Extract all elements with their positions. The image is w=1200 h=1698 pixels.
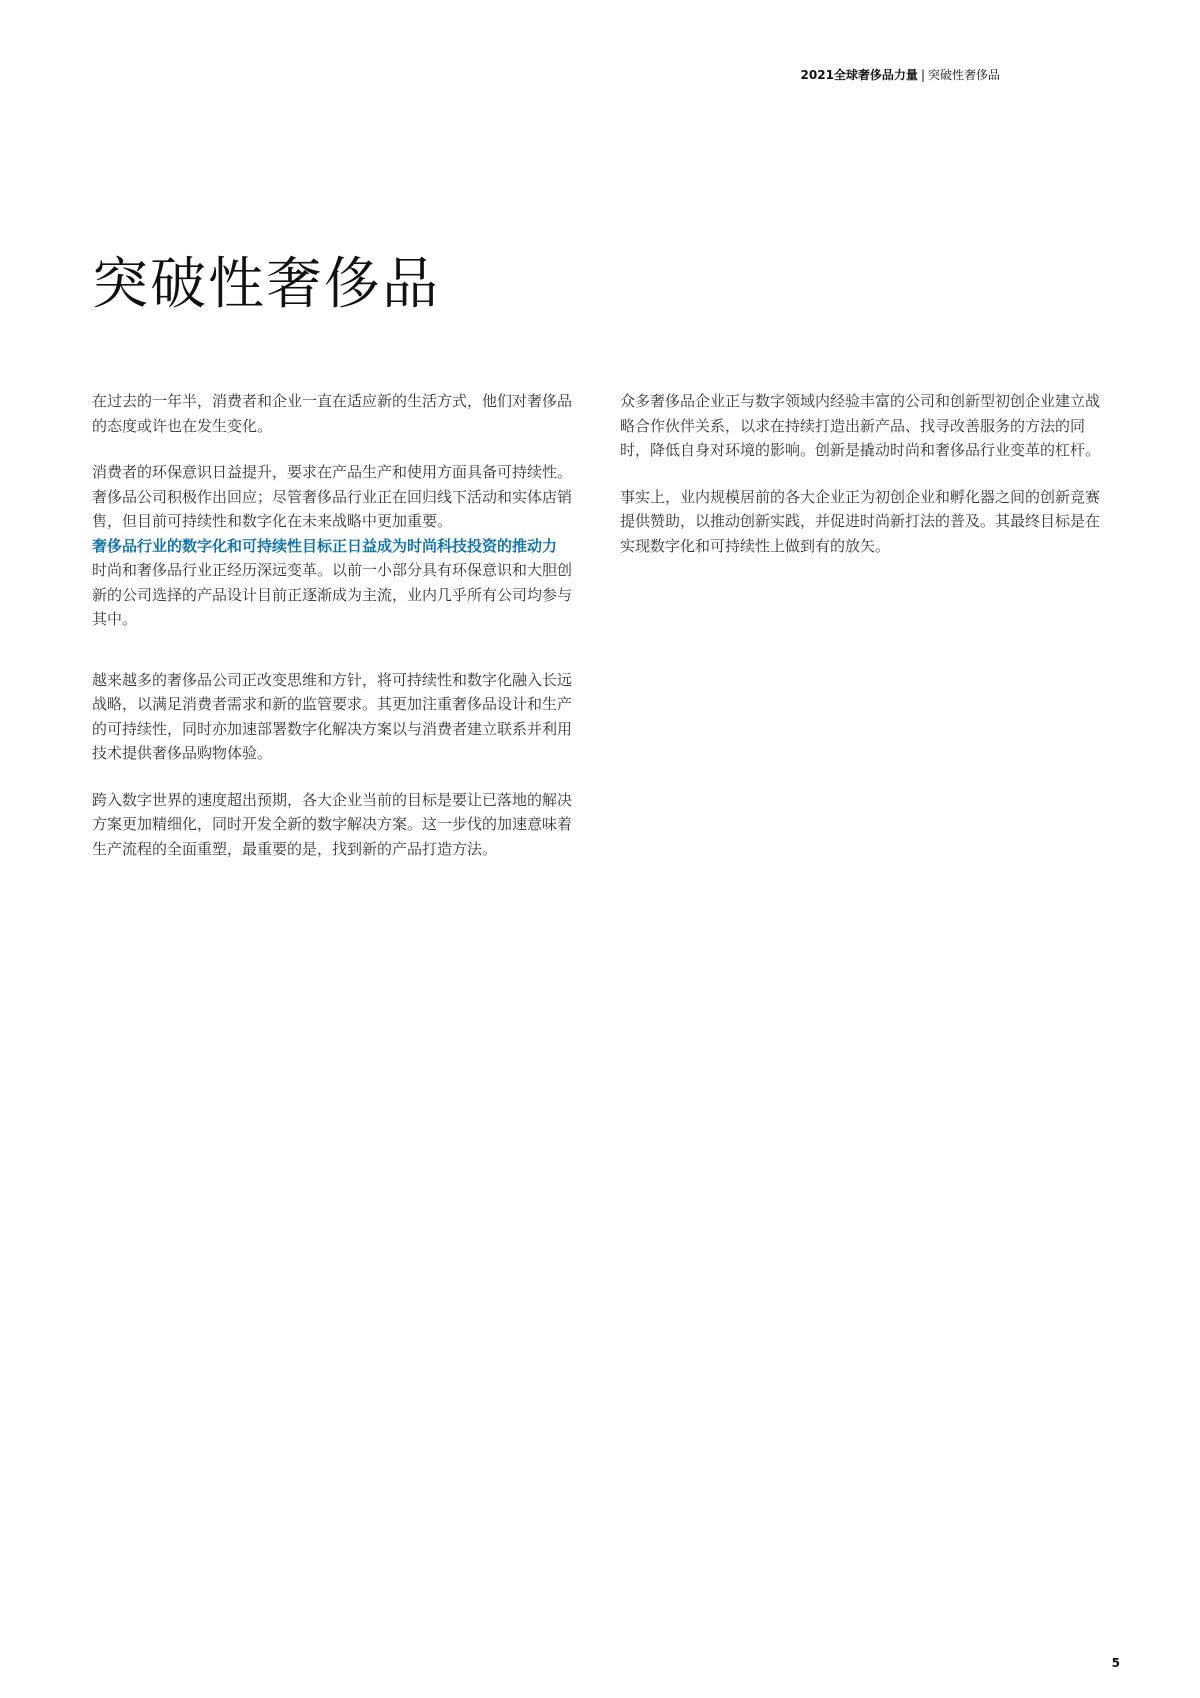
paragraph: 事实上，业内规模居前的各大企业正为初创企业和孵化器之间的创新竞赛提供赞助，以推动创新实践，并促进时尚新打法的普及。其最终目标是在实现数字化和可持续性上做到有的放矢。 — [620, 487, 1101, 555]
paragraph: 在过去的一年半，消费者和企业一直在适应新的生活方式，他们对奢侈品的态度或许也在发生变化。 — [92, 392, 573, 435]
paragraph: 众多奢侈品企业正与数字领域内经验丰富的公司和创新型初创企业建立战略合作伙伴关系，以求在持续打造出新产品、找寻改善服务的方法的同时，降低自身对环境的影响。创新是撬动时尚和奢侈品行业变革的杠杆。 — [620, 392, 1101, 459]
right-column — [620, 389, 1104, 558]
header-separator: | — [920, 68, 925, 82]
section-title: 突破性奢侈品 — [927, 68, 1000, 82]
page-title: 突破性奢侈品 — [92, 252, 440, 317]
page-number: 5 — [1111, 1656, 1120, 1670]
paragraph: 时尚和奢侈品行业正经历深远变革。以前一小部分具有环保意识和大胆创新的公司选择的产品设计目前正逐渐成为主流，业内几乎所有公司均参与其中。 — [92, 561, 573, 628]
paragraph: 跨入数字世界的速度超出预期，各大企业当前的目标是要让已落地的解决方案更加精细化，同时开发全新的数字解决方案。这一步伐的加速意味着生产流程的全面重塑，最重要的是，找到新的产品打造方法。 — [92, 790, 573, 858]
section-subheading: 奢侈品行业的数字化和可持续性目标正日益成为时尚科技投资的推动力 — [92, 536, 558, 555]
running-header — [700, 66, 1000, 84]
paragraph: 消费者的环保意识日益提升，要求在产品生产和使用方面具备可持续性。奢侈品公司积极作出回应；尽管奢侈品行业正在回归线下活动和实体店销售，但目前可持续性和数字化在未来战略中更加重要。 — [92, 463, 573, 530]
left-column — [92, 389, 576, 861]
paragraph: 越来越多的奢侈品公司正改变思维和方针，将可持续性和数字化融入长远战略，以满足消费者需求和新的监管要求。其更加注重奢侈品设计和生产的可持续性，同时亦加速部署数字化解决方案以与消费者建立联系并利用技术提供奢侈品购物体验。 — [92, 670, 573, 762]
report-title: 2021全球奢侈品力量 — [800, 68, 918, 82]
